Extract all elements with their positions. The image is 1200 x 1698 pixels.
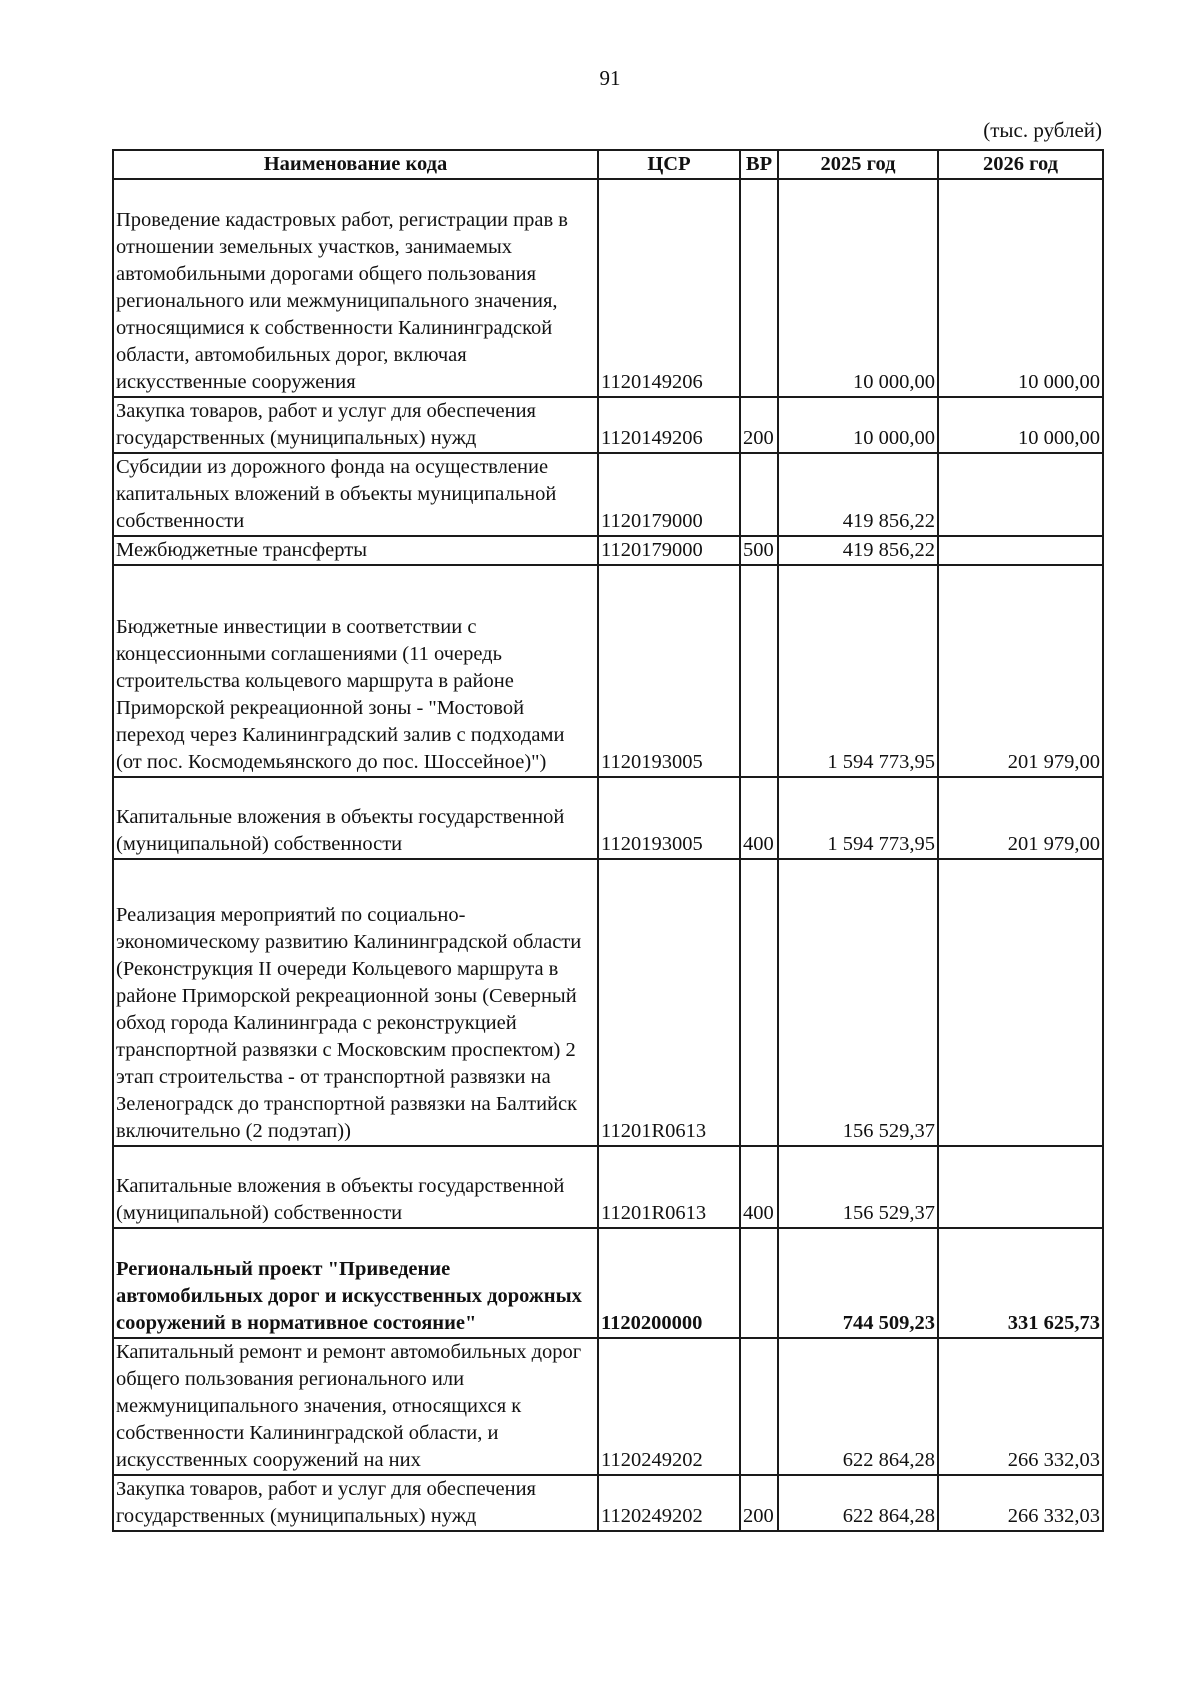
row-vr: [740, 1338, 778, 1475]
table-row: [113, 1228, 1103, 1338]
row-2025: 10 000,00: [778, 397, 938, 453]
row-csr: 1120249202: [598, 1338, 740, 1475]
row-csr: 1120249202: [598, 1475, 740, 1531]
table-row: [113, 1475, 1103, 1531]
header-2026: 2026 год: [938, 150, 1103, 179]
table-row: [113, 397, 1103, 453]
row-2025: 156 529,37: [778, 859, 938, 1146]
row-name: Капитальные вложения в объекты государственной (муниципальной) собственности: [113, 1146, 598, 1228]
row-2026: [938, 859, 1103, 1146]
row-name: Капитальные вложения в объекты государственной (муниципальной) собственности: [113, 777, 598, 859]
row-vr: 200: [740, 1475, 778, 1531]
table-header-row: [113, 150, 1103, 179]
row-csr: 1120149206: [598, 179, 740, 397]
row-csr: 11201R0613: [598, 1146, 740, 1228]
row-2025: 622 864,28: [778, 1475, 938, 1531]
row-2025: 419 856,22: [778, 536, 938, 565]
row-2026: [938, 1146, 1103, 1228]
row-2026: [938, 536, 1103, 565]
table-row: [113, 453, 1103, 536]
table-row: [113, 859, 1103, 1146]
row-vr: 200: [740, 397, 778, 453]
row-name: Капитальный ремонт и ремонт автомобильных дорог общего пользования регионального или межмуниципального значения, относящихся к собственности Калининградской области, и искусственных сооружений на них: [113, 1338, 598, 1475]
row-vr: [740, 859, 778, 1146]
row-vr: [740, 453, 778, 536]
row-2026: [938, 453, 1103, 536]
row-2026: 331 625,73: [938, 1228, 1103, 1338]
row-name: Закупка товаров, работ и услуг для обеспечения государственных (муниципальных) нужд: [113, 397, 598, 453]
table-row: [113, 777, 1103, 859]
row-name: Субсидии из дорожного фонда на осуществление капитальных вложений в объекты муниципальной собственности: [113, 453, 598, 536]
row-2025: 10 000,00: [778, 179, 938, 397]
row-csr: 1120200000: [598, 1228, 740, 1338]
row-2025: 1 594 773,95: [778, 777, 938, 859]
row-2025: 622 864,28: [778, 1338, 938, 1475]
row-csr: 1120149206: [598, 397, 740, 453]
header-name: Наименование кода: [113, 150, 598, 179]
row-vr: 400: [740, 777, 778, 859]
row-2026: 201 979,00: [938, 777, 1103, 859]
table-row: [113, 1146, 1103, 1228]
row-2025: 1 594 773,95: [778, 565, 938, 777]
table-row: [113, 536, 1103, 565]
row-csr: 1120179000: [598, 453, 740, 536]
row-name: Реализация мероприятий по социально-экономическому развитию Калининградской области (Реконструкция II очереди Кольцевого маршрута в районе Приморской рекреационной зоны (Северный обход города Калининграда с реконструкцией транспортной развязки с Московским проспектом) 2 этап строительства - от транспортной развязки на Зеленоградск до транспортной развязки на Балтийск включительно (2 подэтап)): [113, 859, 598, 1146]
row-2025: 419 856,22: [778, 453, 938, 536]
row-csr: 1120193005: [598, 565, 740, 777]
row-vr: [740, 565, 778, 777]
row-2025: 156 529,37: [778, 1146, 938, 1228]
budget-table: [112, 149, 1104, 1532]
row-csr: 11201R0613: [598, 859, 740, 1146]
row-name: Межбюджетные трансферты: [113, 536, 598, 565]
row-vr: 400: [740, 1146, 778, 1228]
table-row: [113, 565, 1103, 777]
row-2026: 266 332,03: [938, 1338, 1103, 1475]
row-vr: [740, 1228, 778, 1338]
units-note: (тыс. рублей): [983, 118, 1102, 142]
header-csr: ЦСР: [598, 150, 740, 179]
table-row: [113, 179, 1103, 397]
row-name: Региональный проект "Приведение автомобильных дорог и искусственных дорожных сооружений в нормативное состояние": [113, 1228, 598, 1338]
row-vr: 500: [740, 536, 778, 565]
header-vr: ВР: [740, 150, 778, 179]
row-2025: 744 509,23: [778, 1228, 938, 1338]
row-2026: 201 979,00: [938, 565, 1103, 777]
row-2026: 10 000,00: [938, 179, 1103, 397]
row-2026: 10 000,00: [938, 397, 1103, 453]
header-2025: 2025 год: [778, 150, 938, 179]
row-csr: 1120179000: [598, 536, 740, 565]
row-name: Проведение кадастровых работ, регистрации прав в отношении земельных участков, занимаемых автомобильными дорогами общего пользования регионального или межмуниципального значения, относящимися к собственности Калининградской области, автомобильных дорог, включая искусственные сооружения: [113, 179, 598, 397]
table-row: [113, 1338, 1103, 1475]
row-vr: [740, 179, 778, 397]
page-number: 91: [599, 66, 621, 90]
row-csr: 1120193005: [598, 777, 740, 859]
row-name: Закупка товаров, работ и услуг для обеспечения государственных (муниципальных) нужд: [113, 1475, 598, 1531]
row-name: Бюджетные инвестиции в соответствии с концессионными соглашениями (11 очередь строительства кольцевого маршрута в районе Приморской рекреационной зоны - "Мостовой переход через Калининградский залив с подходами (от пос. Космодемьянского до пос. Шоссейное)"): [113, 565, 598, 777]
row-2026: 266 332,03: [938, 1475, 1103, 1531]
